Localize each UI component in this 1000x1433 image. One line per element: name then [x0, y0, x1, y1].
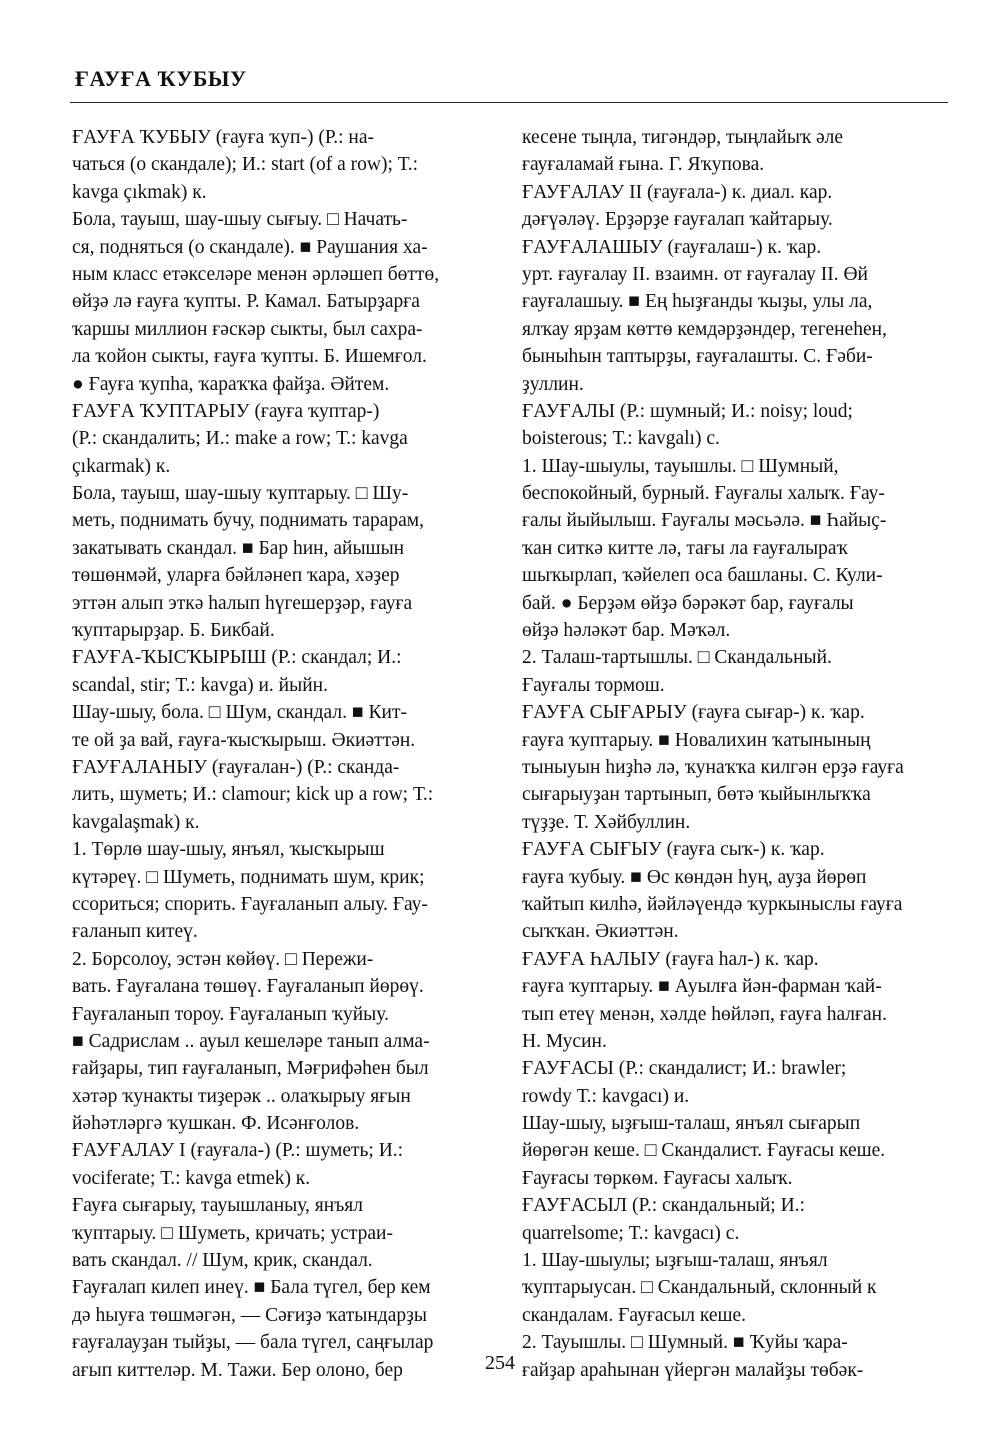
- text-line: quarrelsome; Т.: kavgacı) с.: [522, 1222, 740, 1244]
- text-line: 1. Шау-шыулы, тауышлы. □ Шумный,: [522, 455, 839, 477]
- text-line: те ой ҙа вай, ғауға-ҡысҡырыш. Әкиәттән.: [72, 729, 416, 751]
- text-line: Н. Мусин.: [522, 1030, 607, 1052]
- text-line: ғалы йыйылыш. Ғауғалы мәсьәлә. ■ Һайыҫ-: [522, 510, 887, 532]
- text-line: бай. ● Берҙәм өйҙә бәрәкәт бар, ғауғалы: [522, 592, 854, 614]
- text-line: kavga çıkmak) к.: [72, 181, 207, 203]
- left-column: [72, 124, 492, 1384]
- text-line: Шау-шыу, бола. □ Шум, скандал. ■ Кит-: [72, 702, 407, 724]
- text-line: ғайҙар араһынан үйергән малайҙы төбәк-: [522, 1359, 864, 1381]
- text-line: ҒАУҒА ҠУПТАРЫУ (ғауға ҡуптар-): [72, 400, 380, 422]
- text-line: ғаланып китеү.: [72, 921, 198, 943]
- text-line: Ғауғалы тормош.: [522, 674, 665, 696]
- text-line: ағып киттеләр. М. Тажи. Бер олоно, бер: [72, 1359, 403, 1381]
- text-line: күтәреү. □ Шуметь, поднимать шум, крик;: [72, 866, 425, 888]
- text-line: 1. Төрлө шау-шыу, янъял, ҡысҡырыш: [72, 839, 385, 861]
- text-line: ҒАУҒА ҺАЛЫУ (ғауға һал-) к. ҡар.: [522, 948, 819, 970]
- text-line: ҒАУҒАЛАУ I (ғауғала-) (Р.: шуметь; И.:: [72, 1140, 404, 1162]
- text-line: ғауғалауҙан тыйҙы, — бала түгел, саңғылар: [72, 1332, 434, 1354]
- text-line: урт. ғауғалау II. взаимн. от ғауғалау II. Өй: [522, 263, 868, 285]
- header-rule: [70, 102, 948, 103]
- text-line: ҡаршы миллион ғәскәр сыкты, был сахра-: [72, 318, 423, 340]
- text-line: беспокойный, бурный. Ғауғалы халыҡ. Ғау-: [522, 483, 885, 505]
- text-line: ся, подняться (о скандале). ■ Раушания ха-: [72, 236, 428, 258]
- text-line: ҡан ситкә китте лә, тағы ла ғауғалыраҡ: [522, 537, 848, 559]
- text-line: дә һыуға төшмәгән, — Сәғиҙә ҡатындарҙы: [72, 1304, 427, 1326]
- text-line: лить, шуметь; И.: clamour; kick up a row; Т.:: [72, 784, 434, 806]
- text-line: ла ҡойон сыкты, ғауға ҡупты. Б. Ишемғол.: [72, 346, 427, 368]
- text-line: ҡуптарырҙар. Б. Бикбай.: [72, 620, 275, 642]
- text-line: ҙуллин.: [522, 373, 584, 395]
- text-line: йөрөгән кеше. □ Скандалист. Ғауғасы кеше.: [522, 1140, 886, 1162]
- text-line: ғауға ҡуптарыу. ■ Новалихин ҡатынының: [522, 729, 871, 751]
- text-line: чаться (о скандале); И.: start (of a row); Т.:: [72, 154, 419, 176]
- text-line: ҒАУҒАЛАУ II (ғауғала-) к. диал. кар.: [522, 181, 833, 203]
- text-line: быныһын таптырҙы, ғауғалашты. С. Ғәби-: [522, 346, 873, 368]
- text-line: Ғауғасы төркөм. Ғауғасы халыҡ.: [522, 1167, 793, 1189]
- right-column: [522, 124, 942, 1384]
- text-line: ҒАУҒАСЫ (Р.: скандалист; И.: brawler;: [522, 1058, 847, 1080]
- text-line: өйҙә лә ғауға ҡупты. Р. Камал. Батырҙарға: [72, 291, 420, 313]
- text-line: эттән алып эткә һалып һүгешерҙәр, ғауға: [72, 592, 413, 614]
- text-line: түҙҙе. Т. Хәйбуллин.: [522, 811, 691, 833]
- text-line: скандалам. Ғауғасыл кеше.: [522, 1304, 747, 1326]
- text-line: ҒАУҒАСЫЛ (Р.: скандальный; И.:: [522, 1195, 805, 1217]
- text-line: ҒАУҒА-ҠЫСҠЫРЫШ (Р.: скандал; И.:: [72, 647, 402, 669]
- text-line: Бола, тауыш, шау-шыу ҡуптарыу. □ Шу-: [72, 483, 409, 505]
- text-line: хәтәр ҡунакты тиҙерәк .. олаҡырыу яғын: [72, 1085, 411, 1107]
- text-line: Бола, тауыш, шау-шыу сығыу. □ Начать-: [72, 209, 408, 231]
- text-line: дәғүәләү. Ерҙәрҙе ғауғалап ҡайтарыу.: [522, 209, 833, 231]
- text-line: vociferate; Т.: kavga etmek) к.: [72, 1167, 311, 1189]
- text-line: ғауғаламай ғына. Г. Яҡупова.: [522, 154, 765, 176]
- text-line: ҒАУҒАЛАШЫУ (ғауғалаш-) к. ҡар.: [522, 236, 822, 258]
- text-line: вать. Ғауғалана төшөү. Ғауғаланып йөрөү.: [72, 976, 424, 998]
- text-line: ҡайтып килһә, йәйләүендә ҡуркыныслы ғауға: [522, 893, 903, 915]
- text-line: ҒАУҒА ҠУБЫУ (ғауға ҡуп-) (Р.: на-: [72, 127, 375, 148]
- text-line: 1. Шау-шыулы; ыҙғыш-талаш, янъял: [522, 1250, 828, 1272]
- text-line: ғайҙары, тип ғауғаланып, Мәғрифәһен был: [72, 1058, 429, 1080]
- text-line: ҒАУҒАЛЫ (Р.: шумный; И.: noisy; loud;: [522, 400, 853, 422]
- text-line: kavgalaşmak) к.: [72, 811, 200, 833]
- text-line: тып етеү менән, хәлде һөйләп, ғауға һалған.: [522, 1003, 887, 1025]
- text-line: закатывать скандал. ■ Бар һин, айышын: [72, 537, 405, 559]
- text-line: ным класс етәкселәре менән әрләшеп бөттө,: [72, 263, 440, 285]
- running-header: ҒАУҒА ҠУБЫУ: [75, 66, 247, 91]
- text-line: вать скандал. // Шум, крик, скандал.: [72, 1250, 373, 1272]
- text-line: шыҡырлап, ҡәйелеп оса башланы. С. Кули-: [522, 565, 883, 587]
- text-line: Ғауға сығарыу, тауышланыу, янъял: [72, 1195, 363, 1217]
- text-line: ҡуптарыусан. □ Скандальный, склонный к: [522, 1277, 877, 1299]
- text-line: ғауға ҡуптарыу. ■ Ауылға йән-фарман ҡай-: [522, 976, 882, 998]
- text-line: тыныуын һиҙһә лә, ҡунаҡҡа килгән ерҙә ғауға: [522, 756, 904, 778]
- text-line: boisterous; Т.: kavgalı) с.: [522, 428, 720, 450]
- text-line: ■ Садрислам .. ауыл кешеләре танып алма-: [72, 1030, 430, 1052]
- text-line: төшөнмәй, уларға бәйләнеп ҡара, хәҙер: [72, 565, 400, 587]
- text-line: Ғауғаланып тороу. Ғауғаланып ҡуйыу.: [72, 1003, 389, 1025]
- text-line: сыҡҡан. Әкиәттән.: [522, 921, 679, 943]
- text-line: ғауға ҡубыу. ■ Өс көндән һуң, ауҙа йөрөп: [522, 866, 867, 888]
- text-line: çıkarmak) к.: [72, 455, 171, 477]
- text-line: кесене тыңла, тигәндәр, тыңлайыҡ әле: [522, 127, 844, 148]
- text-line: сығарыуҙан тартынып, бөтә ҡыйынлыҡҡа: [522, 784, 871, 806]
- text-line: ҒАУҒА СЫҒЫУ (ғауға сыҡ-) к. ҡар.: [522, 839, 825, 861]
- text-line: ● Ғауға ҡупһа, ҡараҡҡа файҙа. Әйтем.: [72, 373, 390, 395]
- text-line: ссориться; спорить. Ғауғаланып алыу. Ғау-: [72, 893, 428, 915]
- text-line: ғауғалашыу. ■ Ең һыҙғанды ҡыҙы, улы ла,: [522, 291, 873, 313]
- text-line: меть, поднимать бучу, поднимать тарарам,: [72, 510, 425, 532]
- text-line: Шау-шыу, ыҙғыш-талаш, янъял сығарып: [522, 1113, 861, 1135]
- text-line: scandal, stir; Т.: kavga) и. йыйн.: [72, 674, 328, 696]
- text-line: ҡуптарыу. □ Шуметь, кричать; устраи-: [72, 1222, 393, 1244]
- text-line: йәһәтләргә ҡушкан. Ф. Исәнғолов.: [72, 1113, 360, 1135]
- text-line: (Р.: скандалить; И.: make a row; Т.: kavga: [72, 428, 408, 450]
- text-line: 2. Борсолоу, эстән көйөү. □ Пережи-: [72, 948, 374, 970]
- text-line: 2. Тауышлы. □ Шумный. ■ Ҡуйы ҡара-: [522, 1332, 848, 1354]
- text-line: rowdy Т.: kavgacı) и.: [522, 1085, 690, 1107]
- text-line: өйҙә һәләкәт бар. Мәҡәл.: [522, 620, 731, 642]
- text-line: ялҡау ярҙам көттө кемдәрҙәндер, тегенеһен,: [522, 318, 887, 340]
- text-line: Ғауғалап килеп инеү. ■ Бала түгел, бер кем: [72, 1277, 431, 1299]
- text-line: 2. Талаш-тартышлы. □ Скандальный.: [522, 647, 832, 669]
- page-number: 254: [485, 1352, 515, 1374]
- text-line: ҒАУҒАЛАНЫУ (ғауғалан-) (Р.: сканда-: [72, 756, 400, 778]
- text-line: ҒАУҒА СЫҒАРЫУ (ғауға сығар-) к. ҡар.: [522, 702, 865, 724]
